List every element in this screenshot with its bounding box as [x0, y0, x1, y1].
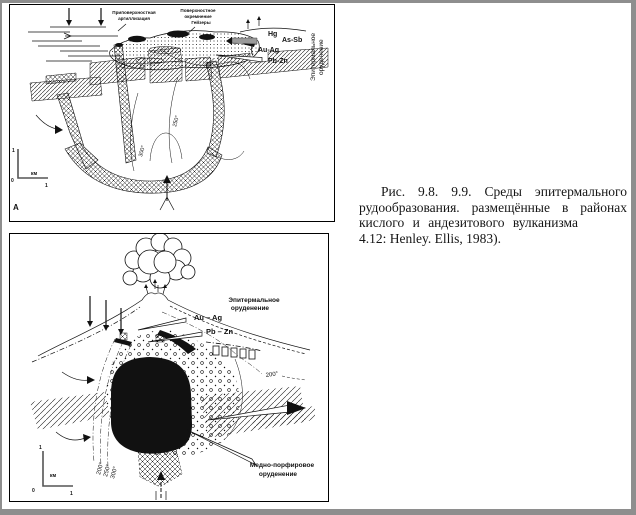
brace-glyph: {: [250, 43, 254, 55]
scale-zero-label: 0: [11, 178, 14, 184]
caption-line: кислого и андезитового вулканизма: [359, 215, 579, 230]
feeder-crosshatch: [138, 448, 182, 487]
panel-letter-a: А: [13, 203, 19, 212]
label-iso-250: 250°: [172, 114, 181, 128]
recharge-arrow-icon: [36, 115, 63, 134]
vent-arrows-icon: [246, 16, 261, 29]
scale-bar: [11, 148, 48, 189]
scale-unit-label: км: [31, 171, 38, 177]
figure-caption: [359, 184, 627, 246]
label-silicification-1: Поверхностное: [180, 8, 216, 13]
label-pb-zn: Pb-Zn: [268, 58, 288, 65]
label-iso-200: 200°: [96, 461, 106, 476]
figure-panel-b: [9, 233, 329, 502]
scale-top-label: 1: [39, 445, 42, 451]
label-silicification-2: окремнение: [184, 14, 212, 19]
label-iso-250: 250°: [103, 463, 113, 478]
precipitation-arrows-icon: [87, 296, 124, 335]
label-epithermal-2: оруденение: [230, 305, 270, 312]
eruption-cloud: [123, 234, 195, 288]
label-porphyry-2: оруденение: [258, 471, 298, 478]
label-argillization-1: Приповерхностная: [112, 10, 156, 15]
label-iso-300: 300°: [138, 144, 147, 158]
figure-panel-a: [9, 4, 335, 222]
scale-one-label: 1: [70, 491, 73, 497]
label-epithermal-2: оруденение: [318, 39, 325, 75]
caption-line: рудообразования. размещённые в районах: [359, 199, 627, 215]
label-pb-zn: Pb – Zn: [206, 327, 234, 336]
label-au-ag: Au-Ag: [258, 47, 279, 54]
caption-line: Рис. 9.8. 9.9. Среды эпитермального: [381, 184, 627, 199]
label-as-sb: As-Sb: [282, 37, 303, 44]
scale-one-label: 1: [45, 183, 48, 189]
label-porphyry-1: Медно-порфировое: [249, 462, 315, 469]
scale-top-label: 1: [12, 148, 15, 154]
diagram-b-svg: [10, 234, 328, 501]
label-iso-200: 200°: [203, 58, 217, 70]
label-hg: Hg: [268, 31, 278, 38]
diagram-a-svg: [10, 5, 334, 221]
label-silicification-3: Гейзеры: [191, 20, 211, 25]
label-epithermal-1: Эпитермальное: [310, 32, 317, 81]
porphyry-intrusion: [111, 357, 192, 454]
label-iso-200-right: 200°: [265, 371, 279, 379]
label-au-ag: Au – Ag: [194, 313, 223, 322]
scale-bar: [32, 445, 73, 497]
label-argillization-2: аргиллизация: [118, 16, 150, 21]
caption-line: 4.12: Henley. Ellis, 1983).: [359, 230, 501, 246]
precipitation-arrows-icon: [66, 8, 104, 26]
label-epithermal-1: Эпитермальное: [228, 297, 280, 304]
scale-zero-label: 0: [32, 488, 35, 494]
label-iso-300: 300°: [110, 465, 120, 480]
scale-unit-label: км: [50, 473, 57, 479]
